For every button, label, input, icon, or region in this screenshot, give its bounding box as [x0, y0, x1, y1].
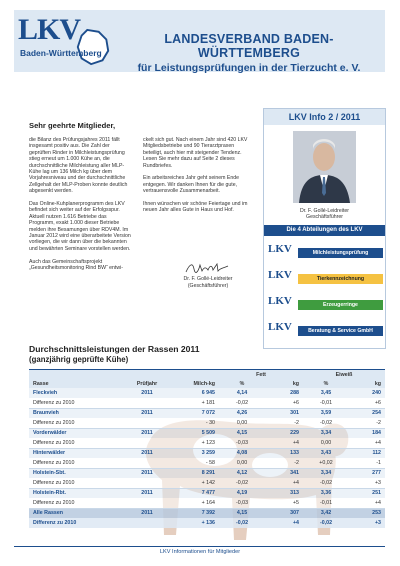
cell-pruefjahr: 2011	[127, 428, 167, 438]
cell-pruefjahr	[127, 398, 167, 408]
cell-rasse: Differenz zu 2010	[29, 458, 127, 468]
performance-data	[29, 370, 385, 528]
table-row	[29, 468, 385, 478]
cell-fett-kg: -2	[265, 418, 303, 428]
cell-eiweiss-kg: 254	[349, 408, 385, 418]
cell-eiweiss-pct: -0,02	[303, 478, 349, 488]
table-row	[29, 508, 385, 518]
cell-rasse: Holstein-Rbt.	[29, 488, 127, 498]
cell-fett-pct: 4,14	[219, 388, 265, 398]
cell-rasse: Differenz zu 2010	[29, 498, 127, 508]
cell-rasse: Differenz zu 2010	[29, 418, 127, 428]
greeting: Sehr geehrte Mitglieder,	[29, 121, 116, 130]
table-row	[29, 448, 385, 458]
cell-fett-kg: 133	[265, 448, 303, 458]
cell-eiweiss-kg: +4	[349, 438, 385, 448]
cell-eiweiss-pct: 3,34	[303, 468, 349, 478]
department-milchleistung	[268, 242, 383, 264]
cell-milch: - 58	[167, 458, 219, 468]
cell-fett-kg: +5	[265, 498, 303, 508]
header-eiweiss: Eiweiß	[303, 370, 385, 379]
table-row	[29, 498, 385, 508]
header-blank	[29, 370, 127, 379]
cell-eiweiss-kg: -2	[349, 418, 385, 428]
cell-eiweiss-pct: 3,59	[303, 408, 349, 418]
cell-pruefjahr: 2011	[127, 448, 167, 458]
title-line-1: LANDESVERBAND BADEN-WÜRTTEMBERG	[164, 32, 334, 60]
cell-fett-kg: 341	[265, 468, 303, 478]
cell-rasse: Differenz zu 2010	[29, 398, 127, 408]
department-erzeugerringe	[268, 294, 383, 316]
footer-divider	[14, 546, 385, 547]
cell-eiweiss-kg: -1	[349, 458, 385, 468]
table-row	[29, 458, 385, 468]
portrait-photo	[293, 131, 356, 203]
departments-heading: Die 4 Abteilungen des LKV	[264, 225, 385, 236]
paragraph: Auch das Gemeinschaftsprojekt „Gesundheitsmonitoring Rind BW“ entwi-	[29, 258, 123, 272]
signature-block	[168, 261, 248, 289]
mini-logo-text: LKV	[268, 243, 292, 255]
table-header-columns	[29, 379, 385, 388]
cell-milch: + 142	[167, 478, 219, 488]
cell-eiweiss-kg: +6	[349, 398, 385, 408]
department-label: Milchleistungsprüfung	[298, 248, 383, 258]
header-fett: Fett	[219, 370, 303, 379]
header-fett-pct: %	[219, 379, 265, 388]
mini-lkv-logo	[268, 269, 294, 289]
cell-fett-pct: -0,02	[219, 518, 265, 528]
table-row	[29, 418, 385, 428]
breed-performance-table	[29, 369, 385, 528]
mini-lkv-logo	[268, 243, 294, 263]
department-beratung	[268, 320, 383, 342]
mini-logo-text: LKV	[268, 269, 292, 281]
cell-pruefjahr	[127, 458, 167, 468]
cell-fett-pct: 0,00	[219, 418, 265, 428]
cell-fett-pct: -0,03	[219, 498, 265, 508]
cell-milch: + 164	[167, 498, 219, 508]
cell-fett-kg: 313	[265, 488, 303, 498]
cell-rasse: Holstein-Sbt.	[29, 468, 127, 478]
cell-fett-pct: 4,15	[219, 508, 265, 518]
organization-title	[114, 32, 384, 74]
cell-eiweiss-pct: 3,45	[303, 388, 349, 398]
handwritten-signature	[184, 261, 232, 275]
cell-milch: 5 509	[167, 428, 219, 438]
cell-eiweiss-pct: 3,43	[303, 448, 349, 458]
table-subtitle: (ganzjährig geprüfte Kühe)	[29, 355, 129, 364]
cell-eiweiss-kg: 184	[349, 428, 385, 438]
paragraph: Ihnen wünschen wir schöne Feiertage und im neuen Jahr alles Gute in Haus und Hof.	[143, 201, 248, 214]
cell-fett-pct: 4,26	[219, 408, 265, 418]
cell-eiweiss-kg: +4	[349, 498, 385, 508]
cell-fett-pct: 4,12	[219, 468, 265, 478]
cell-pruefjahr: 2011	[127, 508, 167, 518]
signature-role: (Geschäftsführer)	[187, 283, 229, 290]
cell-fett-kg: +6	[265, 398, 303, 408]
cell-pruefjahr	[127, 498, 167, 508]
title-line-2: für Leistungsprüfungen in der Tierzucht e. V.	[137, 62, 361, 74]
cell-fett-pct: 4,15	[219, 428, 265, 438]
cell-eiweiss-kg: +3	[349, 518, 385, 528]
cell-fett-pct: -0,02	[219, 478, 265, 488]
paragraph: Das Online-Kuhplanerprogramm des LKV befindet sich weiter auf der Erfolgsspur. Aktuell nutzen 1.616 Betriebe das Programm, exakt 1.000 dieser Betriebe melden ihre Besamungen über RDV4M. Im Januar 2012 wird eine überarbeitete Version vorliegen, die wir dann über die bekannten und bewährten Seminare vorstellen werden.	[29, 201, 131, 252]
logo-subtitle: Baden-Württemberg	[20, 48, 102, 58]
table-row	[29, 398, 385, 408]
sidebar-title: LKV Info 2 / 2011	[264, 109, 385, 125]
cell-fett-kg: 307	[265, 508, 303, 518]
cell-milch: 6 945	[167, 388, 219, 398]
photo-caption-role: Geschäftsführer	[306, 214, 343, 221]
photo-caption	[264, 208, 385, 220]
cell-milch: + 181	[167, 398, 219, 408]
cell-eiweiss-pct: 3,34	[303, 428, 349, 438]
header-blank	[127, 370, 167, 379]
cell-rasse: Differenz zu 2010	[29, 478, 127, 488]
table-row	[29, 478, 385, 488]
cell-pruefjahr	[127, 418, 167, 428]
department-label: Erzeugerringe	[298, 300, 383, 310]
cell-milch: - 30	[167, 418, 219, 428]
mini-logo-text: LKV	[268, 321, 292, 333]
lkv-logo	[18, 14, 110, 68]
mini-lkv-logo	[268, 295, 294, 315]
mini-lkv-logo	[268, 321, 294, 341]
header-eiweiss-kg: kg	[349, 379, 385, 388]
cell-eiweiss-kg: 112	[349, 448, 385, 458]
signature-name: Dr. F. Gollé-Leidreiter	[183, 276, 233, 282]
cell-rasse: Alle Rassen	[29, 508, 127, 518]
header-blank	[167, 370, 219, 379]
cell-milch: 8 291	[167, 468, 219, 478]
cell-rasse: Fleckvieh	[29, 388, 127, 398]
department-label: Beratung & Service GmbH	[298, 326, 383, 336]
cell-eiweiss-kg: 253	[349, 508, 385, 518]
cell-eiweiss-pct: -0,01	[303, 498, 349, 508]
article-column-1	[29, 137, 132, 278]
table-row	[29, 428, 385, 438]
cell-rasse: Vorderwälder	[29, 428, 127, 438]
header-fett-kg: kg	[265, 379, 303, 388]
cell-milch: + 123	[167, 438, 219, 448]
cell-pruefjahr: 2011	[127, 408, 167, 418]
table-row	[29, 408, 385, 418]
cell-eiweiss-pct: +0,02	[303, 458, 349, 468]
cell-pruefjahr: 2011	[127, 388, 167, 398]
info-sidebar	[263, 108, 386, 349]
cell-fett-kg: 301	[265, 408, 303, 418]
cell-pruefjahr	[127, 518, 167, 528]
cell-eiweiss-pct: 0,00	[303, 438, 349, 448]
table-row	[29, 518, 385, 528]
header-banner	[14, 10, 385, 72]
table-row	[29, 438, 385, 448]
cell-rasse: Hinterwälder	[29, 448, 127, 458]
cell-eiweiss-kg: +3	[349, 478, 385, 488]
cell-pruefjahr: 2011	[127, 488, 167, 498]
cell-eiweiss-kg: 240	[349, 388, 385, 398]
cell-fett-kg: 229	[265, 428, 303, 438]
paragraph: Ein arbeitsreiches Jahr geht seinem Ende entgegen. Wir danken Ihnen für die gute, vertrauensvolle Zusammenarbeit.	[143, 175, 240, 195]
table-header-groups	[29, 370, 385, 379]
table-row	[29, 488, 385, 498]
cell-fett-kg: +4	[265, 478, 303, 488]
mini-logo-text: LKV	[268, 295, 292, 307]
cell-pruefjahr	[127, 438, 167, 448]
cell-milch: 7 392	[167, 508, 219, 518]
table-row	[29, 388, 385, 398]
logo-text: LKV	[18, 13, 81, 46]
cell-rasse: Differenz zu 2010	[29, 438, 127, 448]
cell-eiweiss-pct: 3,36	[303, 488, 349, 498]
table-body	[29, 388, 385, 528]
portrait-image	[293, 131, 356, 203]
cell-fett-kg: +4	[265, 518, 303, 528]
cell-eiweiss-kg: 277	[349, 468, 385, 478]
cell-pruefjahr: 2011	[127, 468, 167, 478]
paragraph: ckelt sich gut. Nach einem Jahr sind 420 LKV Mitgliedsbetriebe und 90 Tierarztpraxen beteiligt, auch hier mit steigender Tendenz. Lesen Sie mehr dazu auf Seite 2 dieses Rundbriefes.	[143, 137, 248, 169]
cell-milch: 3 259	[167, 448, 219, 458]
cell-rasse: Differenz zu 2010	[29, 518, 127, 528]
cell-fett-kg: +4	[265, 438, 303, 448]
cell-eiweiss-pct: 3,42	[303, 508, 349, 518]
cell-fett-pct: 0,00	[219, 458, 265, 468]
cell-fett-pct: -0,03	[219, 438, 265, 448]
cell-fett-kg: 288	[265, 388, 303, 398]
cell-fett-kg: -2	[265, 458, 303, 468]
cell-rasse: Braunvieh	[29, 408, 127, 418]
photo-caption-name: Dr. F. Gollé-Leidreiter	[299, 208, 349, 214]
cell-pruefjahr	[127, 478, 167, 488]
article-column-2	[143, 137, 249, 220]
cell-fett-pct: 4,08	[219, 448, 265, 458]
header-eiweiss-pct: %	[303, 379, 349, 388]
header-milch: Milch-kg	[167, 379, 219, 388]
table-title: Durchschnittsleistungen der Rassen 2011	[29, 344, 200, 354]
header-rasse: Rasse	[29, 379, 127, 388]
header-pruefjahr: Prüfjahr	[127, 379, 167, 388]
cell-eiweiss-kg: 251	[349, 488, 385, 498]
cell-fett-pct: 4,19	[219, 488, 265, 498]
department-label: Tierkennzeichnung	[298, 274, 383, 284]
cell-milch: + 136	[167, 518, 219, 528]
cell-eiweiss-pct: -0,02	[303, 418, 349, 428]
cell-eiweiss-pct: -0,02	[303, 518, 349, 528]
cell-fett-pct: -0,02	[219, 398, 265, 408]
map-icon	[74, 28, 112, 66]
department-tierkennzeichnung	[268, 268, 383, 290]
cell-milch: 7 072	[167, 408, 219, 418]
cell-milch: 7 477	[167, 488, 219, 498]
paragraph: die Bilanz des Prüfungsjahres 2011 fällt insgesamt positiv aus. Die Zahl der geprüften Rinder in Milchleistungsprüfung stieg erneut um 1.000 Kühe an, die durchschnittliche Milchleistung aller MLP-Kühe lag um 136 Milch kg über dem Vorjahresniveau und der durchschnittliche Zellgehalt der MLP-Proben konnte deutlich abgesenkt werden.	[29, 137, 128, 195]
cell-eiweiss-pct: -0,01	[303, 398, 349, 408]
footer-text: LKV Informationen für Mitglieder	[159, 549, 241, 555]
